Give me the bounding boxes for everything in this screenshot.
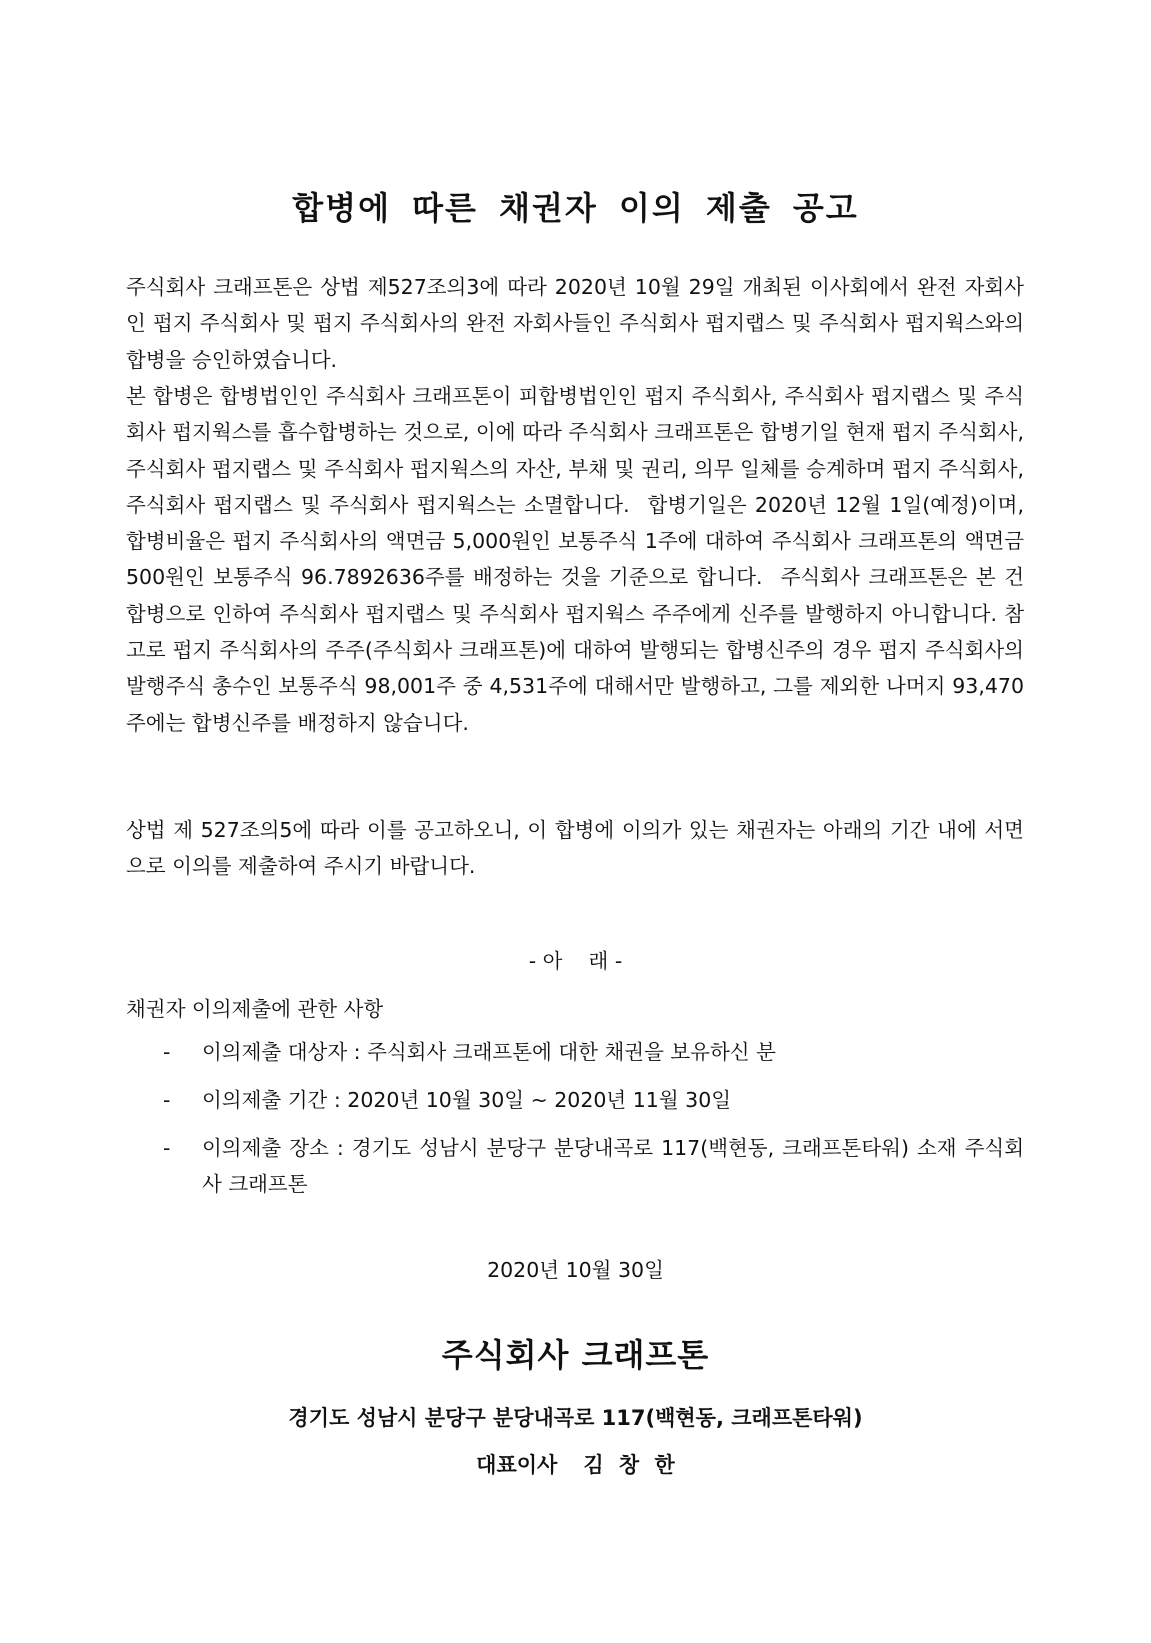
ceo-line — [0, 1449, 1151, 1479]
new-shares-text: 주식회사 크래프톤은 본 건 합병으로 인하여 주식회사 펍지랩스 및 주식회사 펍지웍스 주주에게 신주를 발행하지 아니합니다. 참고로 펍지 주식회사의 주주(주식회사 크래프톤)에 대하여 발행되는 합병신주의 경우 펍지 주식회사의 발행주식 총수인 보통주식 98,001주 중 4,531주에 대해서만 발행하고, 그를 제외한 나머지 93,470주에는 합병신주를 배정하지 않습니다. — [126, 565, 1024, 735]
section-heading: 채권자 이의제출에 관한 사항 — [126, 997, 384, 1021]
dash-bullet: - — [163, 1136, 171, 1160]
notice-date: 2020년 10월 30일 — [487, 1258, 664, 1282]
item-text: 이의제출 기간 : 2020년 10월 30일 ~ 2020년 11월 30일 — [202, 1088, 732, 1112]
paragraph-board-approval: 주식회사 크래프톤은 상법 제527조의3에 따라 2020년 10월 29일 개최된 이사회에서 완전 자회사인 펍지 주식회사 및 펍지 주식회사의 완전 자회사들인 주식회사 펍지랩스 및 주식회사 펍지웍스와의 합병을 승인하였습니다. — [126, 275, 1024, 372]
objection-items-list — [126, 1034, 1024, 1214]
list-item-location — [126, 1130, 1024, 1202]
dash-bullet: - — [163, 1088, 171, 1112]
ceo-name: 김 창 한 — [583, 1453, 675, 1477]
company-address: 경기도 성남시 분당구 분당내곡로 117(백현동, 크래프톤타워) — [288, 1406, 863, 1430]
merger-overview-text: 본 합병은 합병법인인 주식회사 크래프톤이 피합병법인인 펍지 주식회사, 주식회사 펍지랩스 및 주식회사 펍지웍스를 흡수합병하는 것으로, 이에 따라 주식회사 크래프톤은 합병기일 현재 펍지 주식회사, 주식회사 펍지랩스 및 주식회사 펍지웍스의 자산, 부채 및 권리, 의무 일체를 승계하며 펍지 주식회사, 주식회사 펍지랩스 및 주식회사 펍지웍스는 소멸합니다. — [126, 384, 1024, 517]
ceo-label: 대표이사 — [476, 1453, 558, 1477]
company-name: 주식회사 크래프톤 — [441, 1336, 710, 1374]
merger-ratio-text: 합병기일은 2020년 12월 1일(예정)이며, 합병비율은 펍지 주식회사의 액면금 5,000원인 보통주식 1주에 대하여 주식회사 크래프톤의 액면금 500원인 보통주식 96.7892636주를 배정하는 것을 기준으로 합니다. — [126, 492, 1024, 590]
item-text: 이의제출 대상자 : 주식회사 크래프톤에 대한 채권을 보유하신 분 — [202, 1040, 776, 1064]
item-text: 이의제출 장소 : 경기도 성남시 분당구 분당내곡로 117(백현동, 크래프톤타워) 소재 주식회사 크래프톤 — [202, 1136, 1024, 1196]
list-item-target — [126, 1034, 1024, 1070]
dash-bullet: - — [163, 1040, 171, 1064]
paragraph-creditor-objection: 상법 제 527조의5에 따라 이를 공고하오니, 이 합병에 이의가 있는 채권자는 아래의 기간 내에 서면으로 이의를 제출하여 주시기 바랍니다. — [126, 818, 1024, 879]
arae-heading: - 아 래 - — [528, 949, 623, 973]
list-item-period — [126, 1082, 1024, 1118]
notice-title: 합병에 따른 채권자 이의 제출 공고 — [292, 189, 859, 227]
paragraph-merger-details — [126, 378, 1024, 741]
